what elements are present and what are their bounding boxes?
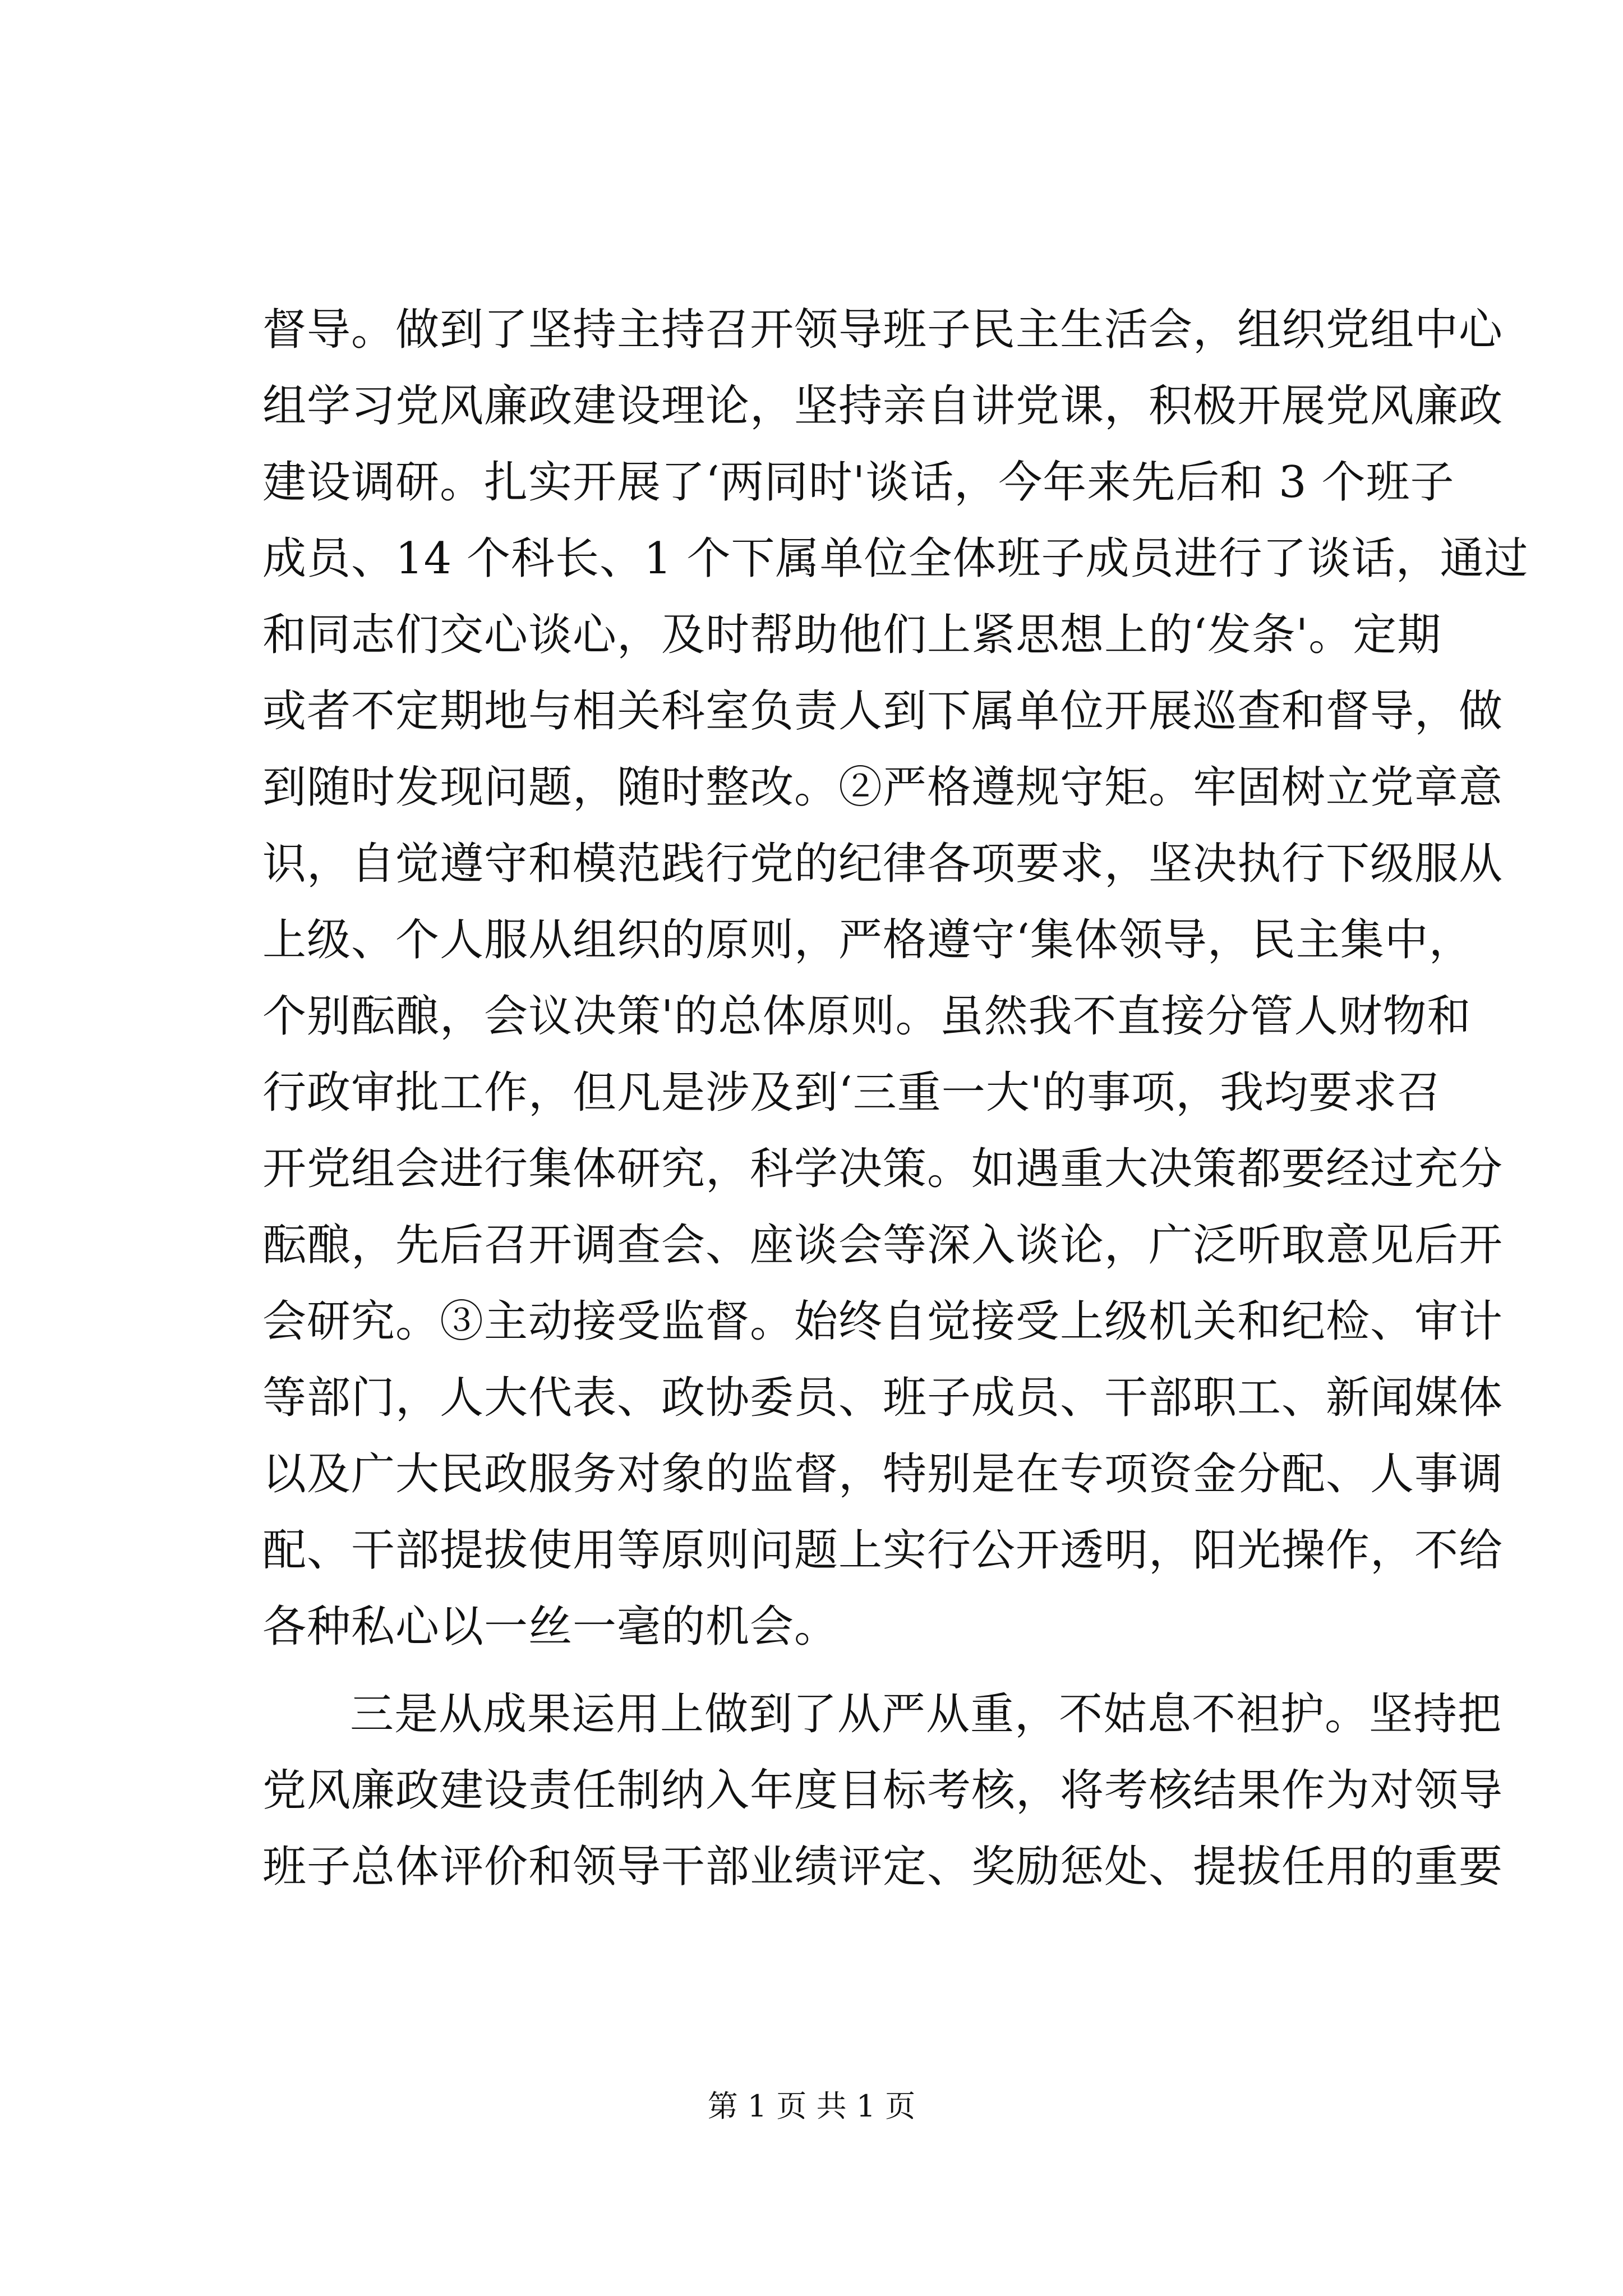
text-line: 识，自觉遵守和模范践行党的纪律各项要求，坚决执行下级服从 bbox=[262, 839, 1504, 889]
paragraph-1 bbox=[262, 292, 1529, 1665]
text-line: 配、干部提拔使用等原则问题上实行公开透明，阳光操作，不给 bbox=[262, 1525, 1504, 1576]
text-line: 和同志们交心谈心，及时帮助他们上紧思想上的‘发条'。定期 bbox=[262, 610, 1442, 660]
paragraph-spacer bbox=[262, 1665, 1440, 1676]
text-line: 到随时发现问题，随时整改。②严格遵规守矩。牢固树立党章意 bbox=[262, 762, 1504, 813]
text-line: 上级、个人服从组织的原则，严格遵守‘集体领导，民主集中， bbox=[262, 915, 1473, 965]
document-body bbox=[262, 292, 1529, 1905]
text-line: 酝酿，先后召开调查会、座谈会等深入谈论，广泛听取意见后开 bbox=[262, 1220, 1504, 1271]
text-line: 三是从成果运用上做到了从严从重，不姑息不袒护。坚持把 bbox=[350, 1689, 1502, 1740]
text-line: 成员、14 个科长、1 个下属单位全体班子成员进行了谈话，通过 bbox=[262, 533, 1529, 584]
text-line: 等部门，人大代表、政协委员、班子成员、干部职工、新闻媒体 bbox=[262, 1373, 1504, 1423]
text-line: 班子总体评价和领导干部业绩评定、奖励惩处、提拔任用的重要 bbox=[262, 1842, 1504, 1892]
text-line: 会研究。③主动接受监督。始终自觉接受上级机关和纪检、审计 bbox=[262, 1296, 1504, 1347]
paragraph-2 bbox=[262, 1676, 1504, 1905]
text-line: 督导。做到了坚持主持召开领导班子民主生活会，组织党组中心 bbox=[262, 305, 1504, 355]
page-number-label: 第 1 页 共 1 页 bbox=[707, 2088, 916, 2124]
text-line: 组学习党风廉政建设理论，坚持亲自讲党课，积极开展党风廉政 bbox=[262, 381, 1504, 431]
text-line: 各种私心以一丝一毫的机会。 bbox=[262, 1602, 839, 1652]
text-line: 个别酝酿，会议决策'的总体原则。虽然我不直接分管人财物和 bbox=[262, 991, 1472, 1042]
text-line: 或者不定期地与相关科室负责人到下属单位开展巡查和督导，做 bbox=[262, 686, 1504, 737]
text-line: 建设调研。扎实开展了‘两同时'谈话，今年来先后和 3 个班子 bbox=[262, 457, 1455, 508]
page-footer bbox=[0, 2087, 1623, 2126]
text-line: 开党组会进行集体研究，科学决策。如遇重大决策都要经过充分 bbox=[262, 1144, 1504, 1194]
text-line: 以及广大民政服务对象的监督，特别是在专项资金分配、人事调 bbox=[262, 1449, 1504, 1499]
text-line: 行政审批工作，但凡是涉及到‘三重一大'的事项，我均要求召 bbox=[262, 1068, 1442, 1118]
text-line: 党风廉政建设责任制纳入年度目标考核，将考核结果作为对领导 bbox=[262, 1765, 1504, 1816]
